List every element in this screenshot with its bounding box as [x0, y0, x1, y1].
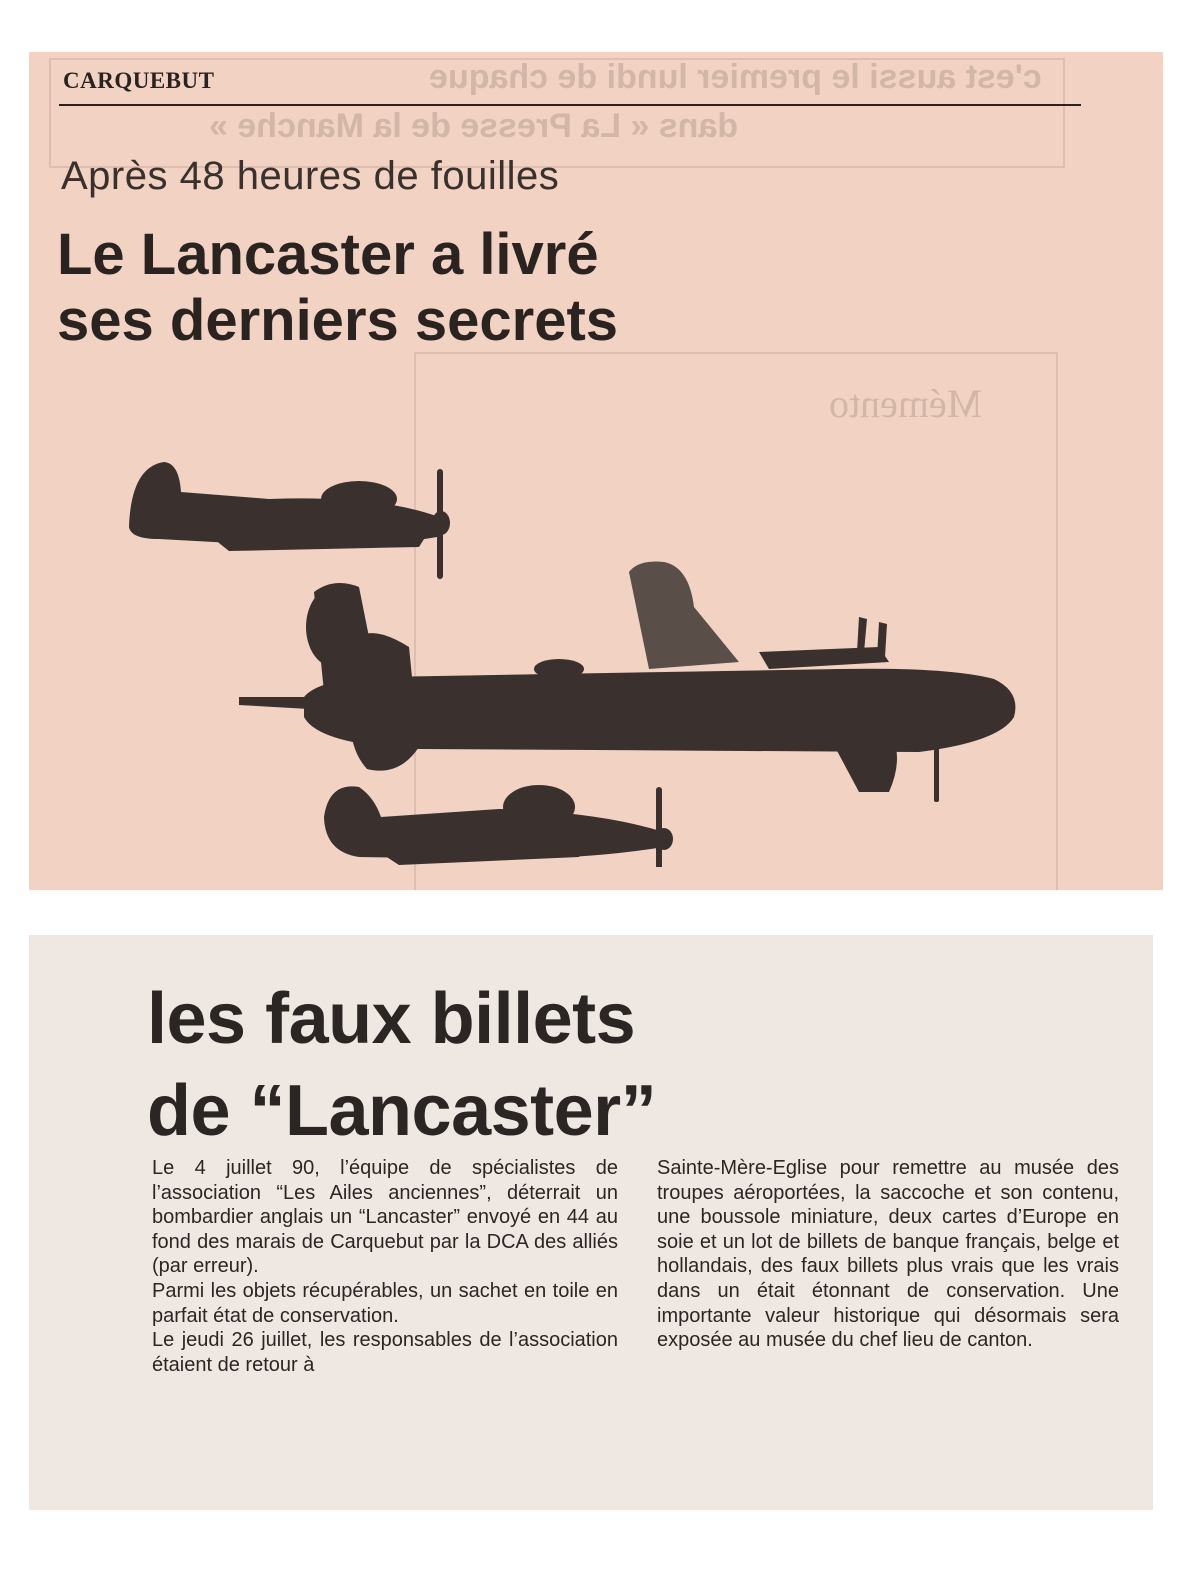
headline	[147, 973, 787, 1157]
article-column-right	[657, 1156, 1119, 1353]
clipping-faux-billets	[29, 935, 1153, 1510]
aircraft-photo	[119, 447, 1019, 867]
headline-line1: les faux billets	[147, 979, 636, 1059]
paragraph: Le jeudi 26 juillet, les responsables de l’association étaient de retour à	[152, 1329, 618, 1376]
section-rule	[59, 104, 1081, 106]
bleed-through-memento: Mémento	[829, 381, 983, 426]
headline-line2: ses derniers secrets	[57, 288, 619, 353]
kicker: Après 48 heures de fouilles	[61, 154, 560, 198]
lower-fighter-silhouette	[324, 785, 673, 867]
clipping-lancaster-secrets	[29, 52, 1163, 890]
headline	[57, 222, 817, 354]
lancaster-bomber-silhouette	[239, 561, 1015, 802]
headline-line2: de “Lancaster”	[147, 1071, 657, 1151]
upper-fighter-silhouette	[129, 462, 450, 579]
headline-line1: Le Lancaster a livré	[57, 222, 599, 287]
bleed-through-line2: dans « La Presse de la Manche »	[209, 107, 739, 145]
section-label: CARQUEBUT	[63, 68, 215, 93]
paragraph: Parmi les objets récupérables, un sachet en toile en parfait état de conservation.	[152, 1279, 618, 1327]
paragraph: Le 4 juillet 90, l’équipe de spécialistes de l’association “Les Ailes anciennes”, déterrait un bombardier anglais un “Lancaster” envoyé en 44 au fond des marais de Carquebut par la DCA des alliés (par erreur).	[152, 1157, 618, 1278]
bleed-through-line1: c'est aussi le premier lundi de chaque	[429, 58, 1042, 96]
paragraph: Sainte-Mère-Eglise pour remettre au musée des troupes aéroportées, la saccoche et son contenu, une boussole miniature, deux cartes d’Europe en soie et un lot de billets de banque français, belge et hollandais, des faux billets plus vrais que les vrais dans un était étonnant de conservation. Une importante valeur historique qui désormais sera exposée au musée du chef lieu de canton.	[657, 1157, 1119, 1352]
article-column-left	[152, 1156, 618, 1377]
